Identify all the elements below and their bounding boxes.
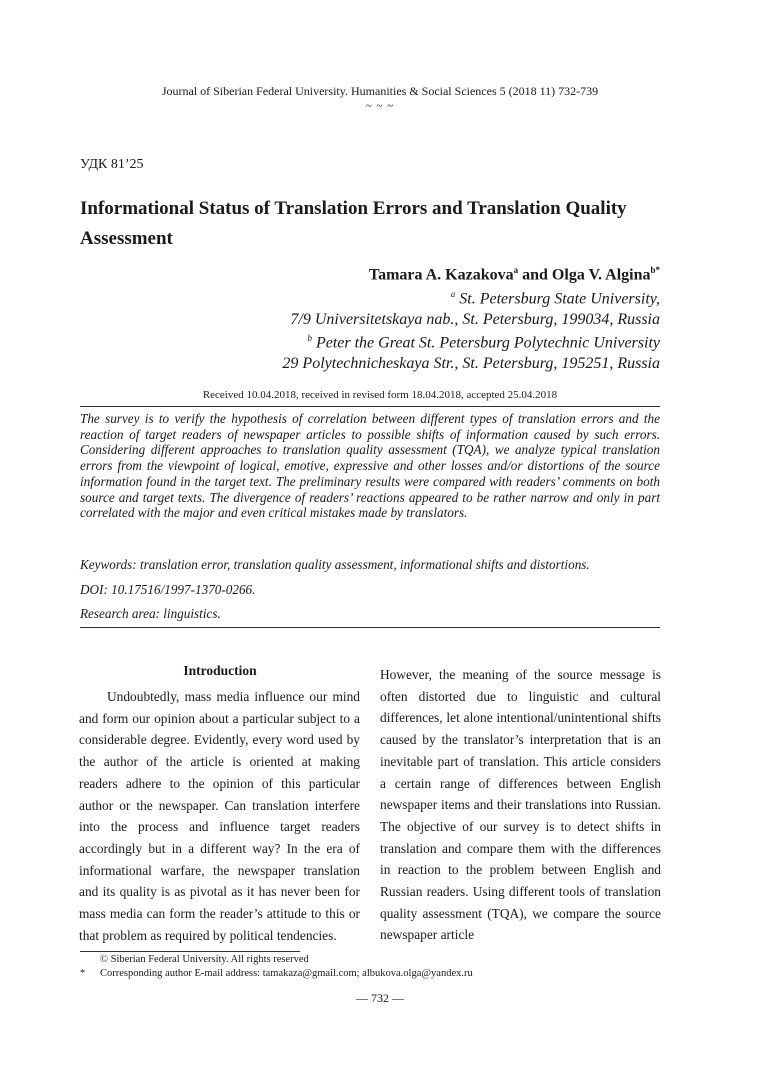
research-area: Research area: linguistics. [80,606,221,621]
affiliation-a-line2: 7/9 Universitetskaya nab., St. Petersburg, 199034, Russia [290,311,660,328]
section-heading-introduction: Introduction [183,663,257,678]
affiliation-a-mark: a [450,289,456,299]
affiliation-b-line1 [307,333,660,352]
affiliation-a-line1 [451,289,660,308]
footnote-corresponding-text: Corresponding author E-mail address: tamakaza@gmail.com; albukova.olga@yandex.ru [100,968,473,979]
doi: DOI: 10.17516/1997-1370-0266. [80,582,256,597]
affiliation-a-name: St. Petersburg State University, [459,290,660,308]
journal-header: Journal of Siberian Federal University. Humanities & Social Sciences 5 (2018 11) 732-739 [161,84,599,98]
footnote-asterisk: * [80,968,86,979]
abstract: The survey is to verify the hypothesis of correlation between different types of translation errors and the reaction of target readers of newspaper articles to possible shifts of information caused by such errors. Considering different approaches to translation quality assessment (TQA), we analyze typical translation errors from the viewpoint of logical, emotive, expressive and other losses and/or distortions of the source information found in the target text. The preliminary results were compared with readers’ comments on both source and target texts. The divergence of readers’ reactions appeared to be rather narrow and only in part correlated with the major and even critical mistakes made by translators. [80,411,660,521]
page-number: — 732 — [356,991,404,1005]
keywords: Keywords: translation error, translation quality assessment, informational shifts and distortions. [80,557,590,572]
footnote-copyright: © Siberian Federal University. All rights reserved [100,954,309,965]
abstract-bottom-rule [80,627,660,628]
body-right-column: However, the meaning of the source message is often distorted due to linguistic and cultural differences, let alone intentional/unintentional shifts caused by the translator’s interpretation that is an inevitable part of translation. This article considers a certain range of differences between English newspaper items and their translations into Russian. The objective of our survey is to detect shifts in translation and compare them with the differences in reaction to the problem between English and Russian readers. Using different tools of translation quality assessment (TQA), we compare the source newspaper article [380,667,661,943]
author-2-mark: b* [650,265,660,275]
affiliation-b-line2: 29 Polytechnicheskaya Str., St. Petersburg, 195251, Russia [282,355,660,372]
footnote-corresponding [80,968,473,979]
article-title: Informational Status of Translation Errors and Translation Quality Assessment [80,198,627,249]
affiliation-b-mark: b [307,333,312,343]
abstract-top-rule [80,406,660,407]
header-separator: ~ ~ ~ [365,100,395,112]
author-conjunction: and [518,266,552,284]
author-2: Olga V. Algina [551,266,651,284]
footnote-rule [80,951,300,952]
author-1: Tamara A. Kazakova [368,266,514,284]
affiliation-b-name: Peter the Great St. Petersburg Polytechnic University [315,334,660,352]
author-line [369,265,660,284]
udk-code: УДК 81’25 [80,157,144,172]
author-1-mark: a [513,265,519,275]
body-left-column: Undoubtedly, mass media influence our mind and form our opinion about a particular subject to a considerable degree. Evidently, every word used by the author of the article is oriented at making readers adhere to the opinion of this particular author or the newspaper. Can translation interfere into the process and influence target readers accordingly but in a different way? In the era of informational warfare, the newspaper translation and its quality is as pivotal as it has never been for mass media can form the reader’s attitude to this or that problem as required by political tendencies. [79,689,360,943]
received-dates: Received 10.04.2018, received in revised form 18.04.2018, accepted 25.04.2018 [202,389,558,401]
